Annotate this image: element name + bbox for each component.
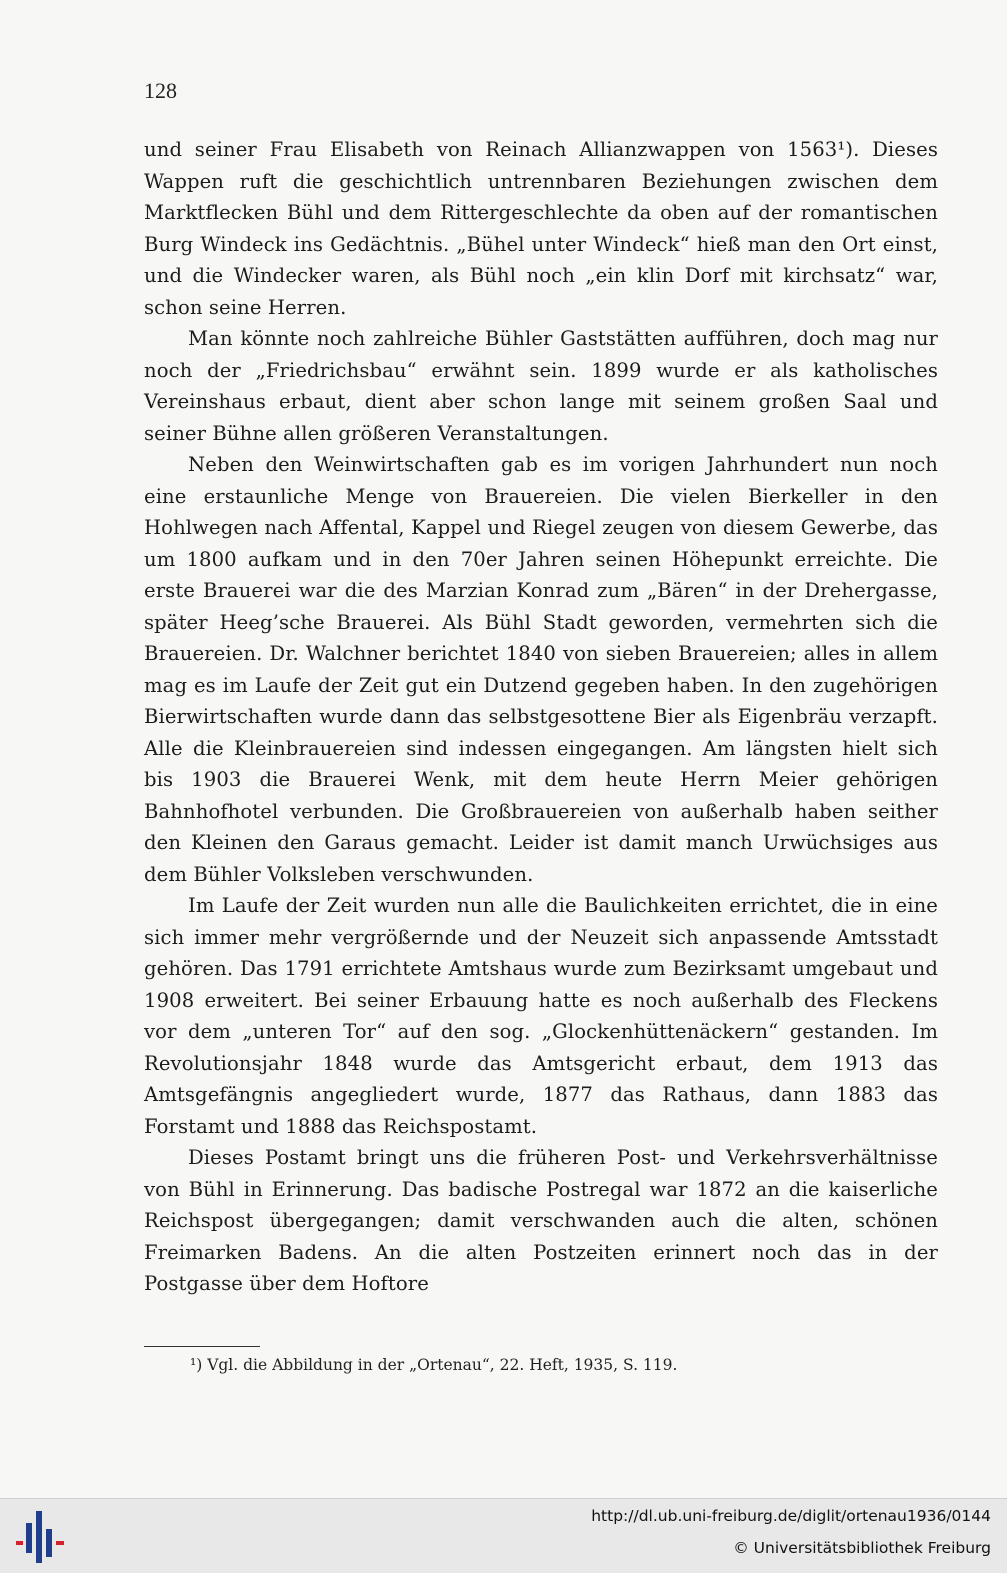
paragraph-1: und seiner Frau Elisabeth von Reinach Allianzwappen von 1563¹). Dieses Wappen ruft die geschichtlich untrennbaren Beziehungen zwischen dem Marktflecken Bühl und dem Rittergeschlechte da oben auf der romantischen Burg Windeck ins Gedächtnis. „Bühel unter Windeck“ hieß man den Ort einst, und die Windecker waren, als Bühl noch „ein klin Dorf mit kirchsatz“ war, schon seine Herren. xyxy=(144,138,938,319)
source-url[interactable]: http://dl.ub.uni-freiburg.de/diglit/ortenau1936/0144 xyxy=(591,1507,991,1525)
footnote-divider xyxy=(144,1346,260,1347)
paragraph-2: Man könnte noch zahlreiche Bühler Gaststätten aufführen, doch mag nur noch der „Friedrichsbau“ erwähnt sein. 1899 wurde er als katholisches Vereinshaus erbaut, dient aber schon lange mit seinem großen Saal und seiner Bühne allen größeren Veranstaltungen. xyxy=(144,327,938,445)
paragraph-3: Neben den Weinwirtschaften gab es im vorigen Jahrhundert nun noch eine erstaunliche Menge von Brauereien. Die vielen Bierkeller in den Hohlwegen nach Affental, Kappel und Riegel zeugen von diesem Gewerbe, das um 1800 aufkam und in den 70er Jahren seinen Höhepunkt erreichte. Die erste Brauerei war die des Marzian Konrad zum „Bären“ in der Drehergasse, später Heeg’sche Brauerei. Als Bühl Stadt geworden, vermehrten sich die Brauereien. Dr. Walchner berichtet 1840 von sieben Brauereien; alles in allem mag es im Laufe der Zeit gut ein Dutzend gegeben haben. In den zugehörigen Bierwirtschaften wurde dann das selbstgesottene Bier als Eigenbräu verzapft. Alle die Kleinbrauereien sind indessen eingegangen. Am längsten hielt sich bis 1903 die Brauerei Wenk, mit dem heute Herrn Meier gehörigen Bahnhofhotel verbunden. Die Großbrauereien von außerhalb haben seither den Kleinen den Garaus gemacht. Leider ist damit manch Urwüchsiges aus dem Bühler Volksleben verschwunden. xyxy=(144,453,938,886)
body-text xyxy=(144,134,938,1300)
footer-bar xyxy=(0,1498,1007,1573)
paragraph-4: Im Laufe der Zeit wurden nun alle die Baulichkeiten errichtet, die in eine sich immer mehr vergrößernde und der Neuzeit sich anpassende Amtsstadt gehören. Das 1791 errichtete Amtshaus wurde zum Bezirksamt umgebaut und 1908 erweitert. Bei seiner Erbauung hatte es noch außerhalb des Fleckens vor dem „unteren Tor“ auf den sog. „Glockenhüttenäckern“ gestanden. Im Revolutionsjahr 1848 wurde das Amtsgericht erbaut, dem 1913 das Amtsgefängnis angegliedert wurde, 1877 das Rathaus, dann 1883 das Forstamt und 1888 das Reichspostamt. xyxy=(144,894,938,1138)
footnote: ¹) Vgl. die Abbildung in der „Ortenau“, 22. Heft, 1935, S. 119. xyxy=(190,1356,678,1374)
page-number: 128 xyxy=(144,78,177,103)
copyright-notice: © Universitätsbibliothek Freiburg xyxy=(733,1539,991,1557)
paragraph-5: Dieses Postamt bringt uns die früheren Post- und Verkehrsverhältnisse von Bühl in Erinnerung. Das badische Postregal war 1872 an die kaiserliche Reichspost übergegangen; damit verschwanden auch die alten, schönen Freimarken Badens. An die alten Postzeiten erinnert noch das in der Postgasse über dem Hoftore xyxy=(144,1146,938,1295)
ub-freiburg-logo-icon[interactable] xyxy=(14,1509,66,1565)
